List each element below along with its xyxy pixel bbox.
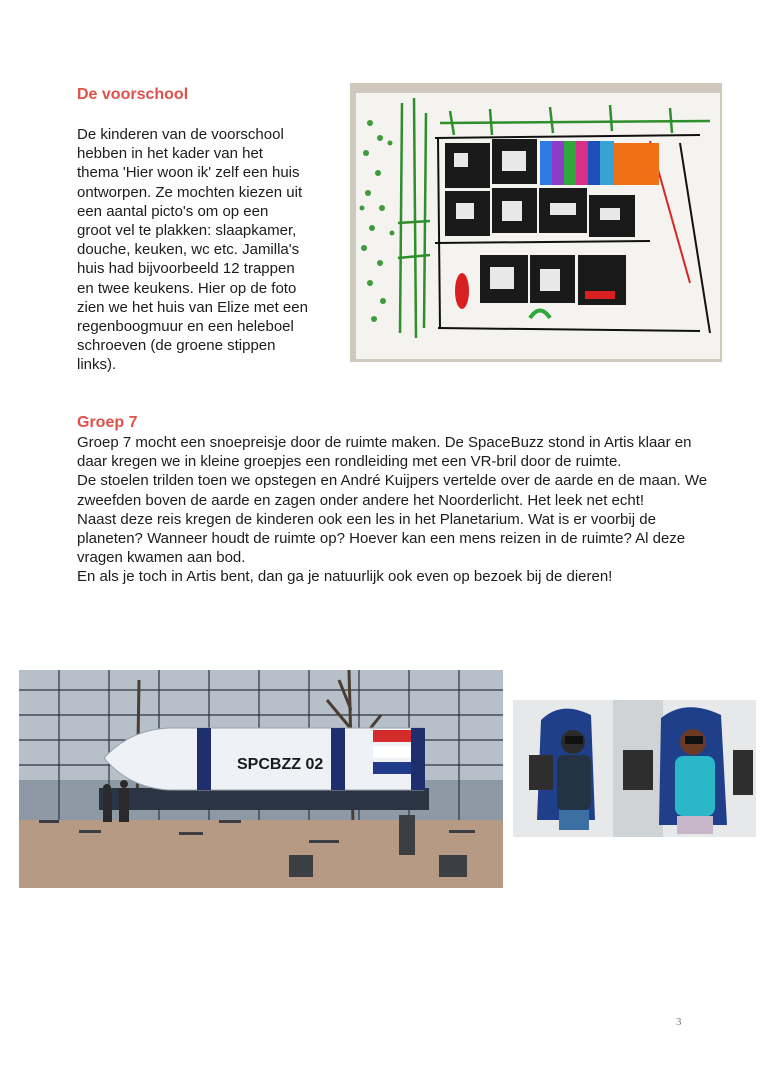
text-line: huis had bijvoorbeeld 12 trappen	[77, 260, 295, 278]
groep7-paragraph	[77, 433, 717, 587]
text-line: thema 'Hier woon ik' zelf een huis	[77, 164, 300, 182]
text-paragraph: Groep 7 mocht een snoepreisje door de ruimte maken. De SpaceBuzz stond in Artis klaar en daar kregen we in kleine groepjes een rondleiding met een VR-bril door de ruimte.	[77, 434, 692, 471]
text-line: De kinderen van de voorschool	[77, 126, 284, 143]
house-drawing-photo	[350, 83, 722, 362]
rocket-label: SPCBZZ 02	[237, 756, 324, 773]
text-line: ontworpen. Ze mochten kiezen uit	[77, 183, 303, 201]
section-heading-groep7: Groep 7	[77, 414, 138, 431]
text-line: groot vel te plakken: slaapkamer,	[77, 222, 297, 240]
spacebuzz-rocket-photo	[19, 670, 503, 888]
section-heading-voorschool: De voorschool	[77, 86, 189, 103]
text-paragraph: De stoelen trilden toen we opstegen en André Kuijpers vertelde over de aarde en de maan. We zweefden boven de aarde en zagen onder andere het Noorderlicht. Het leek net echt!	[77, 472, 708, 509]
vr-chairs-photo	[513, 700, 756, 837]
text-line: douche, keuken, wc etc. Jamilla's	[77, 241, 300, 259]
page-number: 3	[676, 1016, 682, 1028]
text-line: een aantal picto's om op een	[77, 202, 269, 220]
text-line: en twee keukens. Hier op de foto	[77, 279, 297, 297]
text-line: zien we het huis van Elize met een	[77, 298, 308, 316]
text-paragraph: En als je toch in Artis bent, dan ga je natuurlijk ook even op bezoek bij de dieren!	[77, 568, 613, 586]
text-line: regenboogmuur en een heleboel	[77, 318, 294, 336]
text-line: hebben in het kader van het	[77, 145, 263, 163]
text-line: schroeven (de groene stippen	[77, 337, 276, 355]
voorschool-paragraph	[77, 125, 342, 375]
text-paragraph: Naast deze reis kregen de kinderen ook een les in het Planetarium. Wat is er voorbij de planeten? Wanneer houdt de ruimte op? Hoever kan een mens reizen in de ruimte? Al deze vragen kwamen aan bod.	[77, 510, 686, 567]
text-line: links).	[77, 356, 117, 374]
